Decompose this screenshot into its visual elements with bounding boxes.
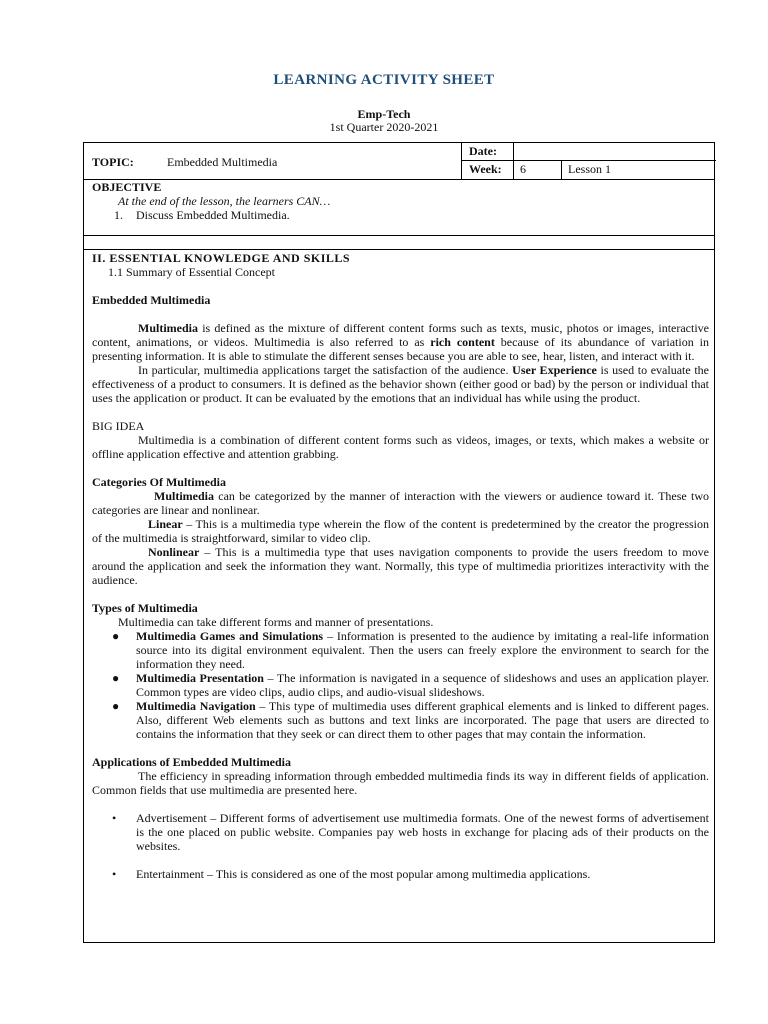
big-idea-heading: BIG IDEA bbox=[92, 419, 145, 433]
types-intro: Multimedia can take different forms and manner of presentations. bbox=[118, 615, 434, 629]
paragraph-linear bbox=[92, 517, 709, 545]
applications-intro: The efficiency in spreading information through embedded multimedia finds its way in different fields of application. Common fields that use multimedia are presented here. bbox=[92, 769, 709, 797]
divider bbox=[84, 235, 714, 236]
date-label: Date: bbox=[469, 144, 497, 158]
paragraph-categories bbox=[92, 489, 709, 517]
text: – This is a multimedia type wherein the flow of the content is predetermined by the creator the progression of the multimedia is straightforward, similar to video clip. bbox=[92, 517, 709, 545]
divider bbox=[513, 143, 514, 179]
paragraph-nonlinear bbox=[92, 545, 709, 587]
term: rich content bbox=[430, 335, 495, 349]
divider bbox=[84, 249, 714, 250]
applications-list bbox=[92, 811, 709, 881]
activity-sheet-frame bbox=[83, 142, 715, 943]
bullet-icon: • bbox=[112, 867, 117, 881]
text: can be categorized by the manner of interaction with the viewers or audience toward it. These two categories are linear and nonlinear. bbox=[92, 489, 709, 517]
text: Entertainment – This is considered as one of the most popular among multimedia applications. bbox=[136, 867, 591, 881]
list-item bbox=[92, 867, 709, 881]
text: is used to evaluate the effectiveness of a product to consumers. It is defined as the behavior shown (either good or bad) by the person or individual that uses the application or product. It can be evaluated by the emotions that an individual has while using the product. bbox=[92, 363, 709, 405]
topic-label: TOPIC: bbox=[92, 155, 134, 169]
objective-item: Discuss Embedded Multimedia. bbox=[136, 208, 290, 222]
text: – Information is presented to the audience by imitating a real-life information source into its digital environment equivalent. Then the users can freely explore the environment to search for the information they need. bbox=[136, 629, 709, 671]
term: User Experience bbox=[512, 363, 597, 377]
term: Multimedia bbox=[154, 489, 214, 503]
section-heading: II. ESSENTIAL KNOWLEDGE AND SKILLS bbox=[92, 251, 351, 265]
text: Advertisement – Different forms of advertisement use multimedia formats. One of the newest forms of advertisement is the one placed on public website. Companies pay web hosts in exchange for placing ads of their products on the websites. bbox=[136, 811, 709, 853]
term: Multimedia bbox=[138, 321, 198, 335]
term: Linear bbox=[148, 517, 183, 531]
paragraph-multimedia-definition bbox=[92, 321, 709, 363]
divider bbox=[561, 160, 562, 179]
week-value: 6 bbox=[520, 162, 526, 176]
bullet-icon: ● bbox=[112, 671, 120, 685]
bullet-icon: ● bbox=[112, 699, 120, 713]
term: Multimedia Navigation bbox=[136, 699, 256, 713]
list-item bbox=[92, 699, 709, 741]
objective-item-number: 1. bbox=[114, 208, 123, 222]
divider bbox=[461, 143, 462, 179]
text: – This is a multimedia type that uses navigation components to provide the users freedom to move around the application and seek the information they want. Normally, this type of multimedia prioritizes interactivity with the audience. bbox=[92, 545, 709, 587]
essential-knowledge-section bbox=[92, 251, 709, 881]
term: Multimedia Presentation bbox=[136, 671, 264, 685]
section-center-title: Embedded Multimedia bbox=[92, 293, 211, 307]
topic-value: Embedded Multimedia bbox=[167, 155, 278, 169]
sheet-title: LEARNING ACTIVITY SHEET bbox=[273, 72, 495, 88]
text: is defined as the mixture of different content forms such as texts, music, photos or images, interactive content, animations, or videos. Multimedia is also referred to as bbox=[92, 321, 709, 349]
bullet-icon: • bbox=[112, 811, 117, 825]
divider bbox=[461, 160, 716, 161]
list-item bbox=[92, 629, 709, 671]
section-subheading: 1.1 Summary of Essential Concept bbox=[108, 265, 275, 279]
types-list bbox=[92, 629, 709, 741]
list-item bbox=[92, 811, 709, 853]
text: – This type of multimedia uses different graphical elements and is linked to different pages. Also, different Web elements such as buttons and text links are incorporated. The page that users are directed to contains the information that they seek or can direct them to other pages that may contain the information. bbox=[136, 699, 709, 741]
objective-heading: OBJECTIVE bbox=[92, 180, 162, 194]
lesson-label: Lesson 1 bbox=[568, 162, 611, 176]
paragraph-user-experience bbox=[92, 363, 709, 405]
list-item bbox=[92, 671, 709, 699]
objective-intro: At the end of the lesson, the learners CAN… bbox=[118, 194, 331, 208]
text: In particular, multimedia applications target the satisfaction of the audience. bbox=[138, 363, 513, 377]
big-idea-text: Multimedia is a combination of different content forms such as videos, images, or texts, which makes a website or offline application effective and attention grabbing. bbox=[92, 433, 709, 461]
subject-label: Emp-Tech bbox=[357, 107, 411, 121]
applications-heading: Applications of Embedded Multimedia bbox=[92, 755, 292, 769]
text: – The information is navigated in a sequence of slideshows and uses an application player. Common types are video clips, audio clips, and audio-visual slideshows. bbox=[136, 671, 709, 699]
term: Multimedia Games and Simulations bbox=[136, 629, 324, 643]
types-heading: Types of Multimedia bbox=[92, 601, 198, 615]
text: because of its abundance of variation in presenting information. It is able to stimulate the different senses because you are able to see, hear, listen, and interact with it. bbox=[92, 335, 709, 363]
categories-heading: Categories Of Multimedia bbox=[92, 475, 226, 489]
bullet-icon: ● bbox=[112, 629, 120, 643]
quarter-label: 1st Quarter 2020-2021 bbox=[329, 120, 439, 134]
week-label: Week: bbox=[469, 162, 502, 176]
divider bbox=[84, 179, 714, 180]
term: Nonlinear bbox=[148, 545, 200, 559]
